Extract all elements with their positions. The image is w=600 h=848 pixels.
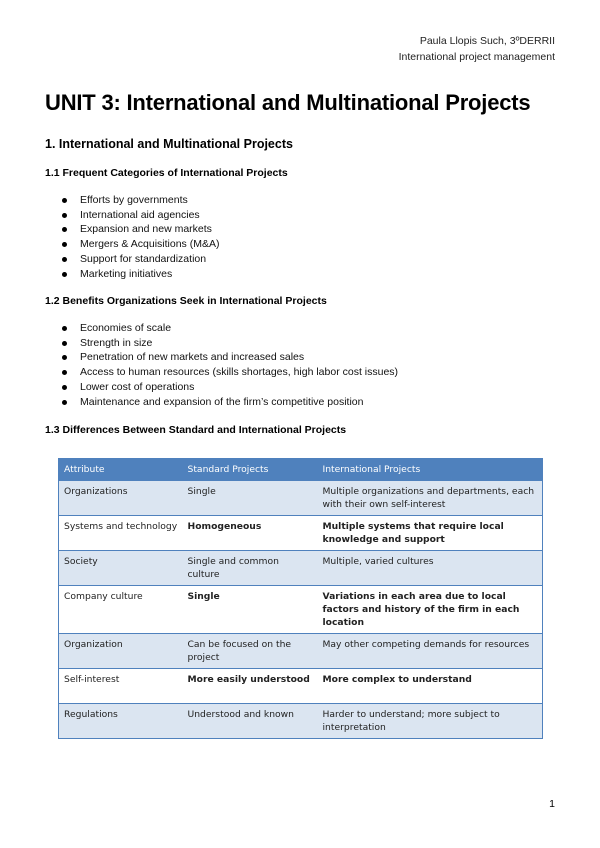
page-header xyxy=(399,33,555,65)
page-title: UNIT 3: International and Multinational Projects xyxy=(45,90,531,115)
categories-list xyxy=(62,193,219,281)
table-header-cell: International Projects xyxy=(318,459,543,481)
list-item: Marketing initiatives xyxy=(62,267,219,282)
header-author: Paula Llopis Such, 3ºDERRII xyxy=(419,35,555,47)
table-header-row xyxy=(59,459,543,481)
table-cell: Variations in each area due to local factors and history of the firm in each location xyxy=(318,586,543,634)
table-cell: May other competing demands for resources xyxy=(318,634,543,669)
section-1-3-heading: 1.3 Differences Between Standard and International Projects xyxy=(45,424,347,436)
table-cell: Understood and known xyxy=(183,704,318,739)
section-1-1-heading: 1.1 Frequent Categories of International Projects xyxy=(45,167,288,179)
table-row xyxy=(59,704,543,739)
header-course: International project management xyxy=(398,51,555,63)
table-cell: Single xyxy=(183,481,318,516)
list-item: Economies of scale xyxy=(62,321,398,336)
table-cell: Single and common culture xyxy=(183,551,318,586)
list-item: International aid agencies xyxy=(62,208,219,223)
table-row xyxy=(59,551,543,586)
table-cell: Systems and technology xyxy=(59,516,183,551)
section-1-heading: 1. International and Multinational Projects xyxy=(45,137,293,151)
table-cell: Self-interest xyxy=(59,669,183,704)
table-row xyxy=(59,634,543,669)
list-item: Efforts by governments xyxy=(62,193,219,208)
benefits-list xyxy=(62,321,398,409)
table-cell: Society xyxy=(59,551,183,586)
table-cell: Regulations xyxy=(59,704,183,739)
table-cell: Multiple organizations and departments, each with their own self-interest xyxy=(318,481,543,516)
table-row xyxy=(59,516,543,551)
table-header-cell: Standard Projects xyxy=(183,459,318,481)
list-item: Maintenance and expansion of the firm’s competitive position xyxy=(62,395,398,410)
page-number: 1 xyxy=(549,798,555,810)
table-cell: Harder to understand; more subject to interpretation xyxy=(318,704,543,739)
table-cell: Organization xyxy=(59,634,183,669)
comparison-table xyxy=(58,458,543,739)
table-cell: Organizations xyxy=(59,481,183,516)
table-cell: Single xyxy=(183,586,318,634)
table-cell: Homogeneous xyxy=(183,516,318,551)
table-header-cell: Attribute xyxy=(59,459,183,481)
list-item: Access to human resources (skills shortages, high labor cost issues) xyxy=(62,365,398,380)
table-cell: Can be focused on the project xyxy=(183,634,318,669)
table-row xyxy=(59,669,543,704)
list-item: Expansion and new markets xyxy=(62,222,219,237)
list-item: Lower cost of operations xyxy=(62,380,398,395)
section-1-2-heading: 1.2 Benefits Organizations Seek in International Projects xyxy=(45,295,327,307)
table-row xyxy=(59,586,543,634)
table-row xyxy=(59,481,543,516)
list-item: Penetration of new markets and increased sales xyxy=(62,350,398,365)
table-cell: Multiple, varied cultures xyxy=(318,551,543,586)
list-item: Strength in size xyxy=(62,336,398,351)
list-item: Support for standardization xyxy=(62,252,219,267)
table-cell: More complex to understand xyxy=(318,669,543,704)
list-item: Mergers & Acquisitions (M&A) xyxy=(62,237,219,252)
table-cell: More easily understood xyxy=(183,669,318,704)
table-cell: Multiple systems that require local knowledge and support xyxy=(318,516,543,551)
table-cell: Company culture xyxy=(59,586,183,634)
